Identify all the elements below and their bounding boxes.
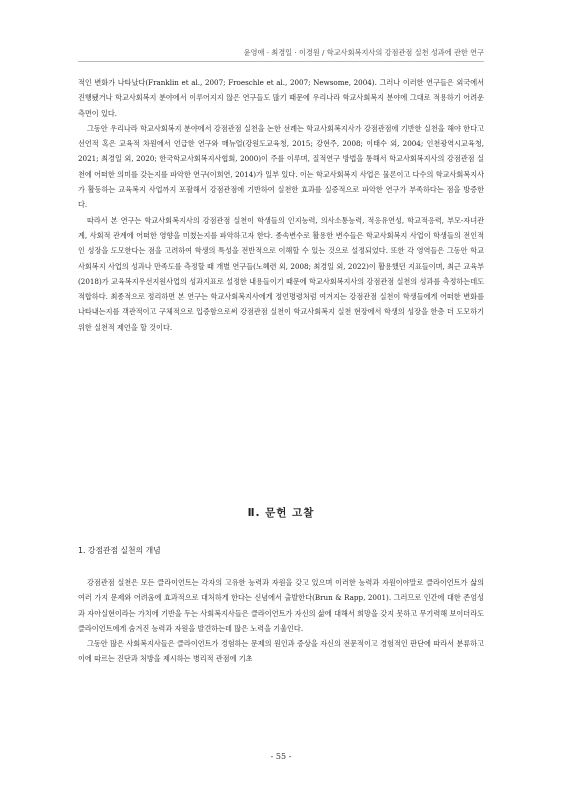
intro-paragraph-3: 따라서 본 연구는 학교사회복지사의 강점관점 실천이 학생들의 인지능력, 의사소통능력, 적응유연성, 학교적응력, 부모-자녀관계, 사회적 관계에 어떠한 영향을 미쳤는지를 파악하고자 한다. 종속변수로 활용한 변수들은 학교사회복지 사업이 학생들의 전인적인 성장을 도모한다는 점을 고려하여 학생의 특성을 전반적으로 이해할 수 있는 것으로 설정되었다. 또한 각 영역들은 그동안 학교사회복지 사업의 성과나 만족도를 측정할 때 개별 연구들(노혜련 외, 2008; 최경일 외, 2022)이 활용했던 지표들이며, 최근 교육부(2018)가 교육복지우선지원사업의 성과지표로 설정한 내용들이기 때문에 학교사회복지사의 강점관점 실천의 성과를 측정하는데도 적합하다. 최종적으로 정리하면 본 연구는 학교사회복지사에게 정언명령처럼 여겨지는 강점관점 실천이 학생들에게 어떠한 변화를 나타내는지를 객관적이고 구체적으로 입증함으로써 강점관점 실천이 학교사회복지 실천 현장에서 학생의 성장을 한층 더 도모하기 위한 실천적 제언을 할 것이다. xyxy=(78,215,484,332)
subsection-heading: 1. 강점관점 실천의 개념 xyxy=(78,546,161,555)
concept-text-block xyxy=(78,575,484,667)
running-header: 윤영애 · 최경일 · 이경원 / 학교사회복지사의 강점관점 실천 성과에 관한 연구 xyxy=(243,48,484,57)
header-divider xyxy=(78,61,484,62)
body-paragraph-1: 강점관점 실천은 모든 클라이언트는 각자의 고유한 능력과 자원을 갖고 있으며 이러한 능력과 자원이야말로 클라이언트가 삶의 여러 가지 문제와 어려움에 효과적으로 대처하게 한다는 신념에서 출발한다(Brun & Rapp, 2001). 그러므로 인간에 대한 존엄성과 자아실현이라는 가치에 기반을 두는 사회복지사들은 클라이언트가 자신의 삶에 대해서 희망을 갖지 못하고 무기력해 보이더라도 클라이언트에게 숨겨진 능력과 자원을 발견하는데 많은 노력을 기울인다. xyxy=(78,578,484,633)
page-number: - 55 - xyxy=(270,752,292,761)
section-heading: Ⅱ. 문헌 고찰 xyxy=(247,507,315,519)
body-paragraph-2: 그동안 많은 사회복지사들은 클라이언트가 경험하는 문제의 원인과 증상을 자신의 전문적이고 경험적인 판단에 따라서 분류하고 이에 따르는 진단과 처방을 제시하는 병리적 관점에 기초 xyxy=(78,639,484,664)
intro-paragraph-2: 그동안 우리나라 학교사회복지 분야에서 강점관점 실천을 논한 선례는 학교사회복지사가 강점관점에 기반한 실천을 해야 한다고 선언적 혹은 교육적 차원에서 언급한 연구와 매뉴얼(강원도교육청, 2015; 강현주, 2008; 이태수 외, 2004; 인천광역시교육청, 2021; 최경일 외, 2020; 한국학교사회복지사협회, 2000)이 주를 이루며, 질적연구 방법을 통해서 학교사회복지사의 강점관점 실천에 어떠한 의미를 갖는지를 파악한 연구(이희연, 2014)가 일부 있다. 이는 학교사회복지 사업은 물론이고 다수의 학교사회복지사가 활동하는 교육복지 사업까지 포괄해서 강점관점에 기반하여 실천한 효과를 실증적으로 파악한 연구가 부족하다는 점을 방증한다. xyxy=(78,123,484,210)
intro-paragraph-1: 적인 변화가 나타났다(Franklin et al., 2007; Froeschle et al., 2007; Newsome, 2004). 그러나 이러한 연구들은 외국에서 진행됐거나 학교사회복지 분야에서 이루어지지 않은 연구들도 많기 때문에 우리나라 학교사회복지 분야에 그대로 적용하기 어려운 측면이 있다. xyxy=(78,78,484,118)
intro-text-block xyxy=(78,75,484,335)
